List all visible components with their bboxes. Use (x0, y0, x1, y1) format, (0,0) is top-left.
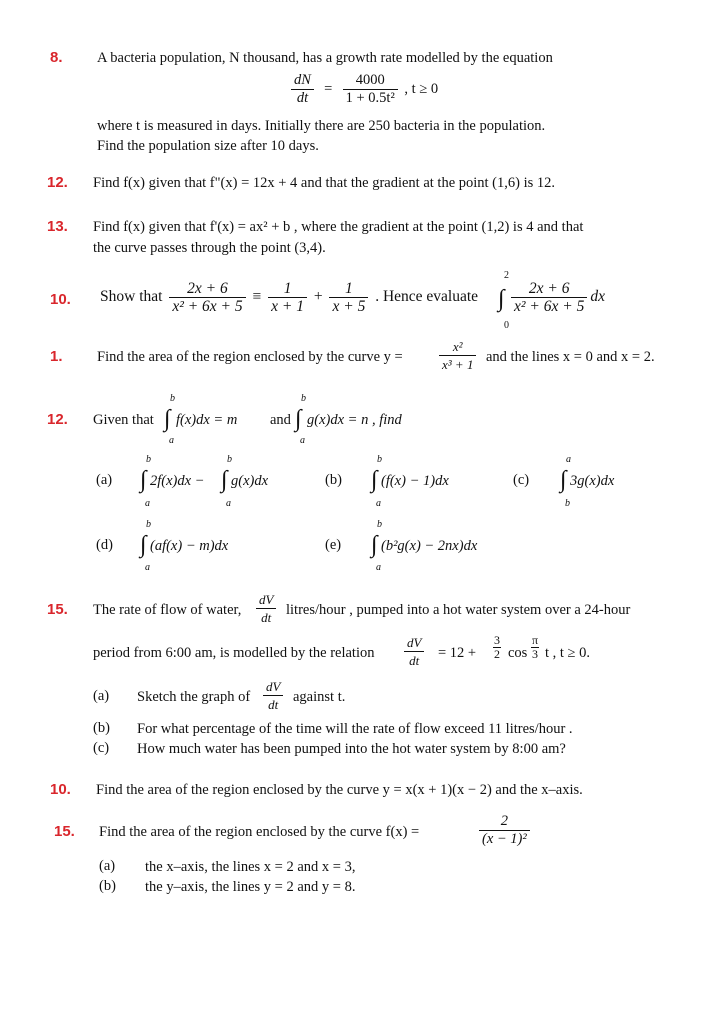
question-number: 8. (50, 49, 63, 66)
question-number: 15. (54, 823, 75, 840)
upper-limit: 2 (504, 270, 509, 281)
part-label: (c) (93, 740, 110, 756)
part-label: (b) (325, 472, 342, 488)
part-label: (d) (96, 537, 113, 553)
lower-limit: 0 (504, 320, 509, 331)
question-text: Find the area of the region enclosed by the curve f(x) = (99, 824, 420, 840)
question-text: litres/hour , pumped into a hot water system over a 24-hour (286, 602, 631, 618)
part-label: (a) (93, 688, 110, 704)
question-text: and the lines x = 0 and x = 2. (486, 349, 655, 365)
integral-sign-icon: ∫ (140, 532, 147, 558)
question-text: period from 6:00 am, is modelled by the relation (93, 645, 375, 661)
part-label: (a) (96, 472, 113, 488)
question-text: Find f(x) given that f'(x) = ax² + b , where the gradient at the point (1,2) is 4 and that (93, 219, 584, 235)
fraction: $\frac{\text{x²}}{\text{x³ + 1}}$ (436, 338, 479, 373)
equation: $\frac{dN}{dt}$ = $\frac{4000}{\text{1 + 0.5t²}}$ , t ≥ 0 (288, 72, 438, 107)
integral-sign-icon: ∫ (221, 467, 228, 493)
integral-sign-icon: ∫ (164, 406, 171, 432)
part-label: (e) (325, 537, 342, 553)
part-label: (b) (99, 878, 116, 894)
integral-sign-icon: ∫ (371, 467, 378, 493)
question-text: Find the area of the region enclosed by the curve y = (97, 349, 403, 365)
integral-sign-icon: ∫ (371, 532, 378, 558)
part-label: (a) (99, 858, 116, 874)
integral-sign-icon: ∫ (140, 467, 147, 493)
question-text: Find the population size after 10 days. (97, 138, 319, 154)
question-number: 12. (47, 174, 68, 191)
question-number: 10. (50, 781, 71, 798)
question-text: the curve passes through the point (3,4). (93, 240, 326, 256)
part-label: (b) (93, 720, 110, 736)
question-number: 15. (47, 601, 68, 618)
integral-sign-icon: ∫ (560, 467, 567, 493)
question-number: 10. (50, 291, 71, 308)
question-text: The rate of flow of water, (93, 602, 242, 618)
question-text: Find the area of the region enclosed by the curve y = x(x + 1)(x − 2) and the x–axis. (96, 782, 583, 798)
question-number: 13. (47, 218, 68, 235)
integral-sign-icon: ∫ (498, 286, 505, 312)
question-text: A bacteria population, N thousand, has a growth rate modelled by the equation (97, 50, 553, 66)
question-number: 1. (50, 348, 63, 365)
integrand: $\frac{2x + 6}{\text{x² + 6x + 5}}$ dx (508, 280, 605, 315)
question-number: 12. (47, 411, 68, 428)
question-text: Given that (93, 412, 154, 428)
part-label: (c) (513, 472, 530, 488)
integral-sign-icon: ∫ (295, 406, 302, 432)
question-text: Find f(x) given that f"(x) = 12x + 4 and that the gradient at the point (1,6) is 12. (93, 175, 556, 191)
question-text: Show that $\frac{2x + 6}{\text{x² + 6x + 5}}$ ≡ $\frac{1}{x + 1}$ + $\frac{1}{x + 5}$ . Hence evaluate (100, 280, 479, 315)
question-text: where t is measured in days. Initially there are 250 bacteria in the population. (97, 118, 546, 134)
